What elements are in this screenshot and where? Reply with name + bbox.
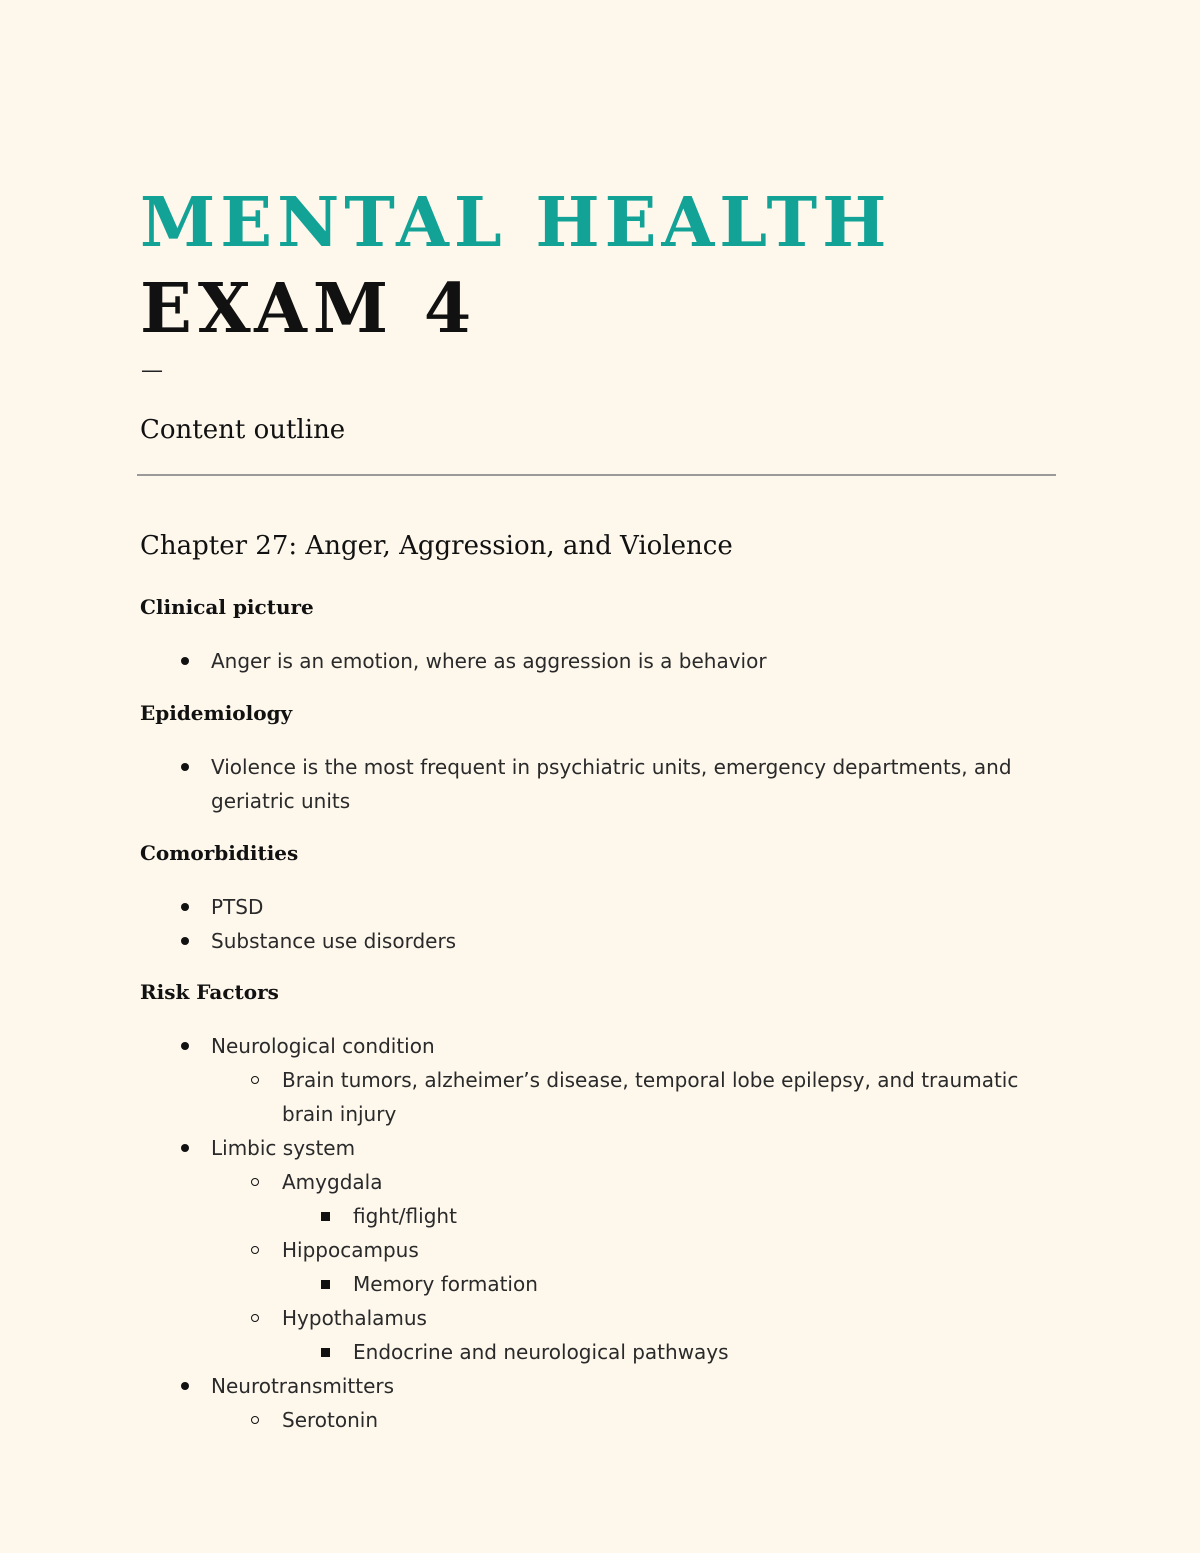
- list-item-text: PTSD: [211, 895, 264, 919]
- list-item-text: Neurological condition: [211, 1034, 435, 1058]
- list-item: [353, 1335, 1040, 1369]
- list-item-text: Amygdala: [282, 1170, 383, 1194]
- document-title: MENTAL HEALTH: [140, 183, 892, 263]
- square-bullet-icon: [319, 1199, 339, 1233]
- section-heading: Risk Factors: [140, 980, 279, 1004]
- list-item: [353, 1267, 1040, 1301]
- bullet-list: [140, 890, 1080, 958]
- outline-label: Content outline: [140, 415, 346, 445]
- section-epidemiology: [140, 698, 1080, 818]
- list-item-text: Violence is the most frequent in psychiatric units, emergency departments, and geriatric units: [211, 755, 1012, 813]
- list-item-text: Memory formation: [353, 1272, 538, 1296]
- circle-bullet-icon: [248, 1165, 268, 1199]
- section-heading: Comorbidities: [140, 841, 299, 865]
- list-item: [282, 1063, 1042, 1131]
- circle-bullet-icon: [248, 1063, 268, 1097]
- disc-bullet-icon: [177, 1131, 197, 1165]
- list-item: [282, 1403, 1040, 1437]
- list-item: [211, 1369, 1040, 1403]
- square-bullet-icon: [319, 1335, 339, 1369]
- list-item-text: Hippocampus: [282, 1238, 419, 1262]
- list-item-text: Hypothalamus: [282, 1306, 427, 1330]
- list-item: [211, 750, 1020, 818]
- list-item: [282, 1165, 1040, 1199]
- document-subtitle: EXAM 4: [140, 269, 478, 349]
- section-comorbidities: [140, 838, 1080, 958]
- list-item: [211, 924, 1080, 958]
- disc-bullet-icon: [177, 750, 197, 784]
- disc-bullet-icon: [177, 1029, 197, 1063]
- bullet-list: [140, 644, 1080, 678]
- section-clinical-picture: [140, 592, 1080, 678]
- list-item: [211, 890, 1080, 924]
- disc-bullet-icon: [177, 1369, 197, 1403]
- list-item-text: Endocrine and neurological pathways: [353, 1340, 729, 1364]
- list-item: [282, 1233, 1040, 1267]
- list-item-text: Neurotransmitters: [211, 1374, 395, 1398]
- section-risk-factors: [140, 977, 1080, 1437]
- list-item-text: fight/flight: [353, 1204, 457, 1228]
- circle-bullet-icon: [248, 1403, 268, 1437]
- list-item-text: Anger is an emotion, where as aggression is a behavior: [211, 649, 767, 673]
- disc-bullet-icon: [177, 924, 197, 958]
- disc-bullet-icon: [177, 644, 197, 678]
- square-bullet-icon: [319, 1267, 339, 1301]
- list-item: [211, 1029, 1040, 1063]
- section-heading: Epidemiology: [140, 701, 293, 725]
- circle-bullet-icon: [248, 1233, 268, 1267]
- disc-bullet-icon: [177, 890, 197, 924]
- title-dash: —: [141, 358, 163, 383]
- bullet-list: [140, 1029, 1040, 1437]
- list-item-text: Limbic system: [211, 1136, 356, 1160]
- horizontal-rule: [137, 474, 1056, 476]
- list-item: [211, 1131, 1040, 1165]
- list-item-text: Serotonin: [282, 1408, 379, 1432]
- section-heading: Clinical picture: [140, 595, 314, 619]
- circle-bullet-icon: [248, 1301, 268, 1335]
- bullet-list: [140, 750, 1020, 818]
- list-item-text: Brain tumors, alzheimer’s disease, temporal lobe epilepsy, and traumatic brain injury: [282, 1068, 1019, 1126]
- list-item: [282, 1301, 1040, 1335]
- list-item: [353, 1199, 1040, 1233]
- list-item: [211, 644, 1080, 678]
- list-item-text: Substance use disorders: [211, 929, 457, 953]
- chapter-heading: Chapter 27: Anger, Aggression, and Violence: [140, 531, 733, 561]
